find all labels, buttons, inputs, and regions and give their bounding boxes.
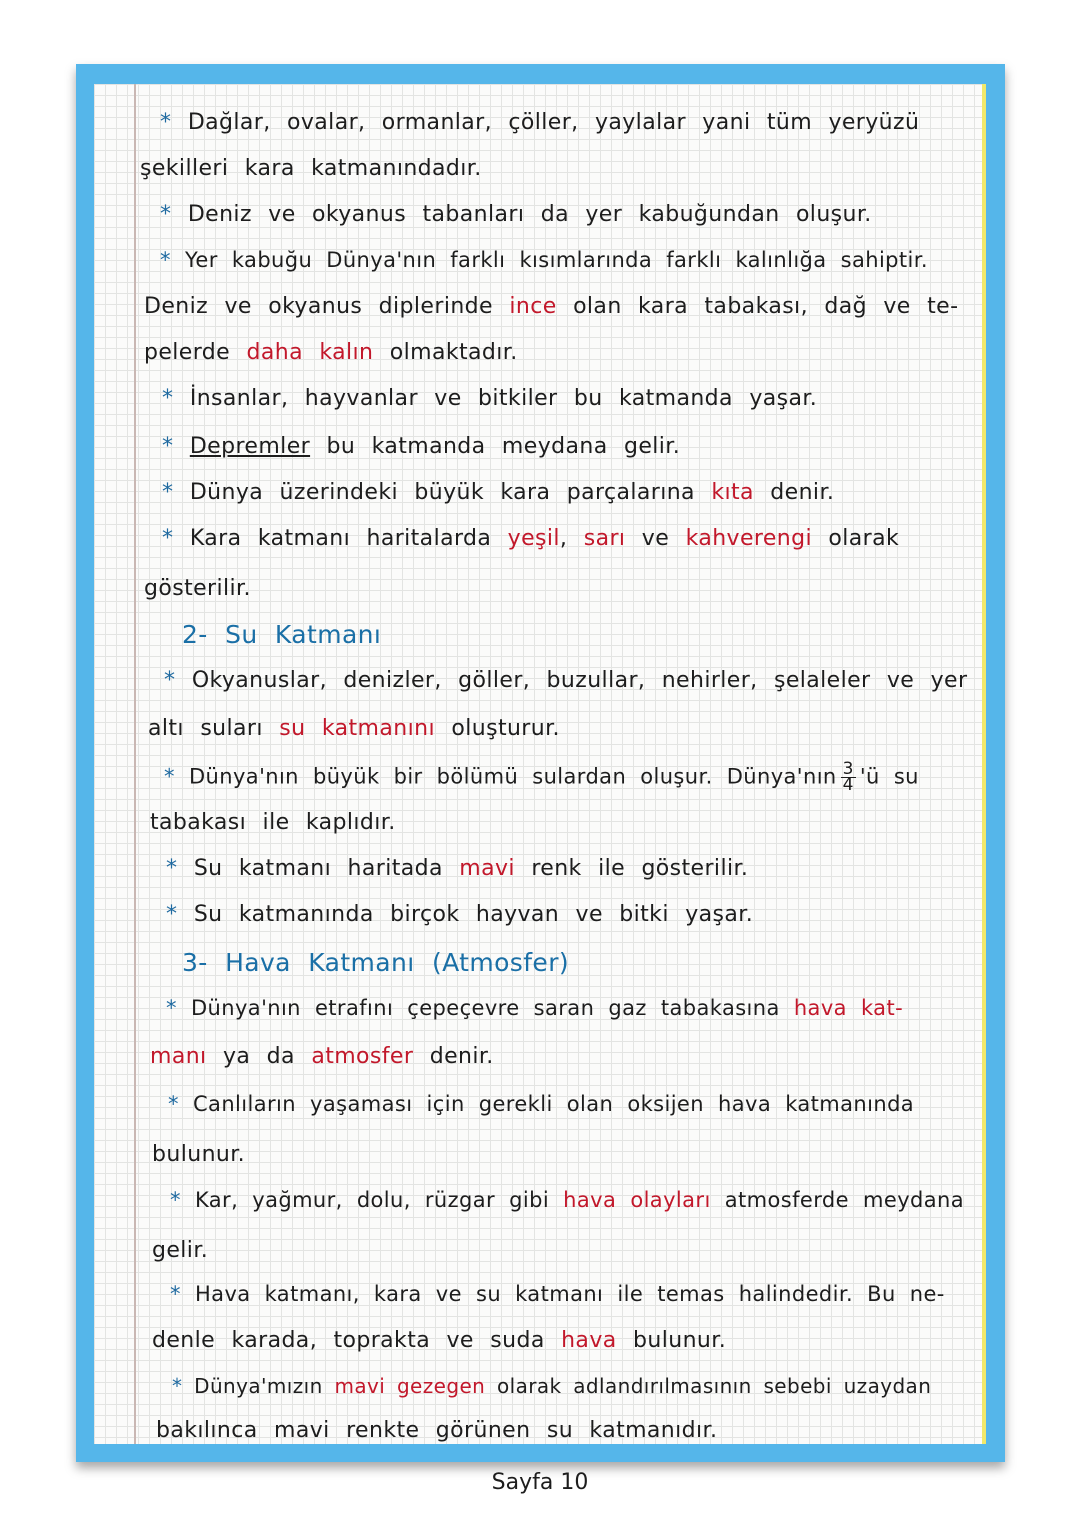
note-line-17 [166, 902, 753, 927]
note-line-5 [144, 294, 958, 319]
fraction [841, 759, 856, 795]
highlight-text: mavi gezegen [334, 1374, 486, 1398]
bullet-star: * [164, 668, 176, 693]
note-text: bulunur. [152, 1142, 246, 1167]
highlight-text: atmosfer [311, 1044, 414, 1069]
note-line-21 [152, 1142, 245, 1167]
highlight-text: hava olayları [563, 1188, 711, 1212]
note-line-12 [164, 668, 967, 693]
note-line-13 [148, 716, 560, 741]
note-text: şekilleri kara katmanındadır. [140, 156, 482, 181]
heading-text: 3- Hava Katmanı (Atmosfer) [182, 948, 570, 977]
highlight-text: su katmanını [279, 716, 435, 741]
note-text: pelerde [144, 340, 247, 365]
note-line-26 [172, 1374, 931, 1398]
note-text: tabakası ile kaplıdır. [150, 810, 396, 835]
note-line-6 [144, 340, 518, 365]
note-line-23 [152, 1238, 208, 1263]
note-text: 'ü su [859, 764, 919, 789]
note-text: gelir. [152, 1238, 209, 1263]
note-text: Kara katmanı haritalarda [189, 526, 508, 551]
highlight-text: manı [150, 1044, 207, 1069]
highlight-text: hava kat- [793, 996, 904, 1020]
note-text: Okyanuslar, denizler, göller, buzullar, nehirler, şelaleler ve yer [191, 668, 968, 693]
note-line-20 [168, 1092, 914, 1116]
note-text: atmosferde meydana [710, 1188, 964, 1212]
note-line-16 [166, 856, 748, 881]
bullet-star: * [162, 434, 174, 459]
page-number: Sayfa 10 [491, 1470, 589, 1495]
note-line-2 [140, 156, 482, 181]
bullet-star: * [172, 1374, 183, 1398]
note-line-4 [160, 248, 928, 272]
note-line-8 [162, 434, 680, 459]
note-text: Dünya'mızın [194, 1374, 335, 1398]
highlight-text: kahverengi [685, 526, 813, 551]
note-text: olarak adlandırılmasının sebebi uzaydan [485, 1374, 932, 1398]
bullet-star: * [166, 902, 178, 927]
note-text: altı suları [148, 716, 280, 741]
underlined-text: Depremler [189, 434, 311, 459]
note-text: Canlıların yaşaması için gerekli olan oksijen hava katmanında [192, 1092, 915, 1116]
bullet-star: * [160, 248, 171, 272]
note-text: Kar, yağmur, dolu, rüzgar gibi [194, 1188, 564, 1212]
note-text: bu katmanda meydana gelir. [310, 434, 681, 459]
bullet-star: * [162, 386, 174, 411]
highlight-text: ince [509, 294, 557, 319]
note-text: olan kara tabakası, dağ ve te- [556, 294, 959, 319]
note-text: denir. [413, 1044, 494, 1069]
note-text: ya da [206, 1044, 312, 1069]
note-line-14 [164, 759, 919, 795]
note-line-22 [170, 1188, 964, 1212]
note-text: oluşturur. [434, 716, 560, 741]
note-text: Dünya'nın etrafını çepeçevre saran gaz tabakasına [190, 996, 794, 1020]
note-text: gösterilir. [144, 576, 251, 601]
note-text: Hava katmanı, kara ve su katmanı ile temas halindedir. Bu ne- [194, 1282, 945, 1306]
note-line-9 [162, 480, 834, 505]
bullet-star: * [168, 1092, 179, 1116]
fraction-denominator: 4 [842, 775, 854, 795]
note-text: , [559, 526, 584, 551]
note-line-10 [162, 526, 899, 551]
bullet-star: * [170, 1188, 181, 1212]
section-heading-water [182, 620, 381, 649]
note-line-18 [166, 996, 903, 1020]
bullet-star: * [166, 856, 178, 881]
page-edge [982, 84, 986, 1444]
note-text: Su katmanında birçok hayvan ve bitki yaşar. [193, 902, 754, 927]
highlight-text: mavi [459, 856, 515, 881]
bullet-star: * [166, 996, 177, 1020]
note-line-3 [160, 202, 872, 227]
note-text: Yer kabuğu Dünya'nın farklı kısımlarında farklı kalınlığa sahiptir. [184, 248, 928, 272]
note-text: bulunur. [616, 1328, 727, 1353]
note-line-15 [150, 810, 396, 835]
note-line-24 [170, 1282, 945, 1306]
note-text: denle karada, toprakta ve suda [152, 1328, 562, 1353]
note-text: Su katmanı haritada [193, 856, 460, 881]
bullet-star: * [160, 110, 172, 135]
note-text: İnsanlar, hayvanlar ve bitkiler bu katmanda yaşar. [189, 386, 818, 411]
highlight-text: daha kalın [246, 340, 374, 365]
bullet-star: * [162, 480, 174, 505]
note-text: Dağlar, ovalar, ormanlar, çöller, yaylalar yani tüm yeryüzü [187, 110, 920, 135]
note-text: denir. [753, 480, 835, 505]
section-heading-air [182, 948, 569, 977]
note-line-27 [156, 1418, 717, 1443]
margin-line [134, 84, 136, 1444]
highlight-text: kıta [711, 480, 754, 505]
heading-text: 2- Su Katmanı [182, 620, 382, 649]
bullet-star: * [164, 764, 175, 789]
note-text: olarak [812, 526, 900, 551]
note-line-7 [162, 386, 817, 411]
highlight-text: hava [561, 1328, 617, 1353]
highlight-text: yeşil [507, 526, 560, 551]
note-text: ve [625, 526, 686, 551]
note-line-25 [152, 1328, 726, 1353]
note-text: bakılınca mavi renkte görünen su katmanıdır. [156, 1418, 718, 1443]
highlight-text: sarı [583, 526, 626, 551]
note-line-11 [144, 576, 251, 601]
note-text: olmaktadır. [373, 340, 518, 365]
bullet-star: * [162, 526, 174, 551]
note-text: Deniz ve okyanus diplerinde [144, 294, 510, 319]
note-text: Dünya'nın büyük bir bölümü sulardan oluşur. Dünya'nın [188, 764, 837, 789]
bullet-star: * [170, 1282, 181, 1306]
note-text: renk ile gösterilir. [514, 856, 749, 881]
fraction-numerator: 3 [842, 759, 854, 779]
note-text: Deniz ve okyanus tabanları da yer kabuğundan oluşur. [187, 202, 872, 227]
note-line-19 [150, 1044, 494, 1069]
bullet-star: * [160, 202, 172, 227]
note-line-1 [160, 110, 919, 135]
note-text: Dünya üzerindeki büyük kara parçalarına [189, 480, 712, 505]
